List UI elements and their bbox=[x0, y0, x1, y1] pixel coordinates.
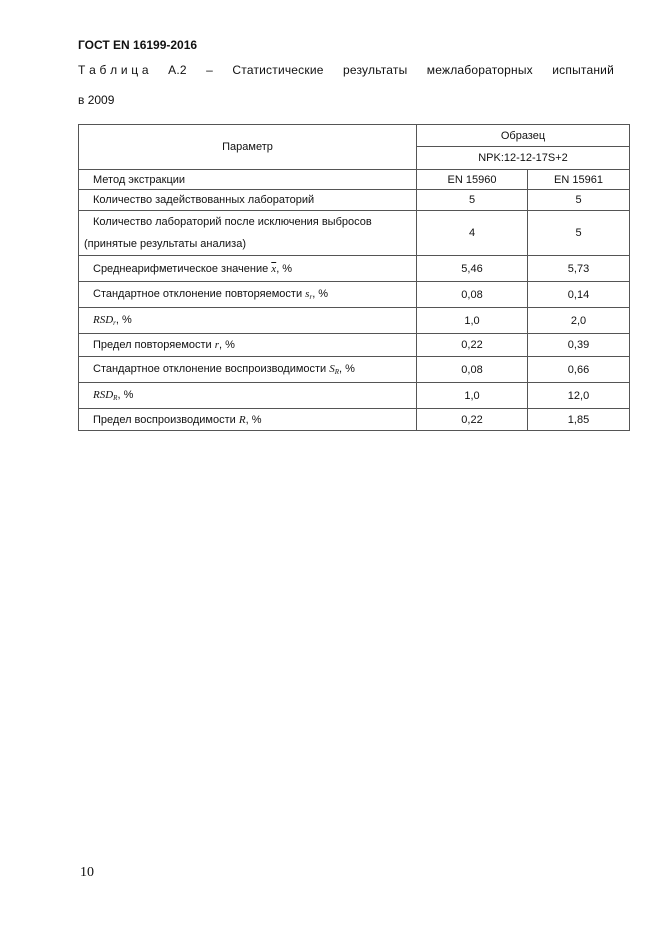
row-label-text: Предел повторяемости bbox=[93, 339, 212, 351]
document-header: ГОСТ EN 16199-2016 bbox=[78, 38, 198, 52]
row-label-unit: , % bbox=[219, 339, 235, 351]
cell-value: 5,46 bbox=[417, 256, 528, 282]
cell-value: 5 bbox=[528, 211, 630, 256]
math-subscript: r bbox=[113, 319, 116, 327]
table-row bbox=[79, 256, 630, 282]
caption-word: межлабораторных bbox=[426, 63, 533, 77]
table-row bbox=[79, 282, 630, 308]
row-label-text: Стандартное отклонение повторяемости bbox=[93, 288, 303, 300]
cell-value: EN 15961 bbox=[528, 170, 630, 190]
row-label-unit: , % bbox=[245, 413, 262, 426]
math-symbol: RSD bbox=[93, 389, 114, 401]
cell-value: 5,73 bbox=[528, 256, 630, 282]
cell-value: 0,39 bbox=[528, 334, 630, 357]
row-label bbox=[79, 282, 417, 308]
table-row bbox=[79, 170, 630, 190]
table-row bbox=[79, 190, 630, 211]
caption-word: А.2 bbox=[168, 63, 187, 77]
cell-value: 5 bbox=[417, 190, 528, 211]
table-caption bbox=[78, 63, 614, 77]
row-label bbox=[79, 357, 417, 383]
cell-value: 4 bbox=[417, 211, 528, 256]
cell-value: 1,85 bbox=[528, 409, 630, 431]
cell-value: 0,22 bbox=[417, 409, 528, 431]
cell-value: 1,0 bbox=[417, 308, 528, 334]
cell-value: 0,14 bbox=[528, 282, 630, 308]
row-label bbox=[79, 308, 417, 334]
caption-word: Т а б л и ц а bbox=[78, 63, 149, 77]
table-caption-continued: в 2009 bbox=[78, 93, 115, 107]
cell-value: 0,66 bbox=[528, 357, 630, 383]
table-row bbox=[79, 409, 630, 431]
cell-value: 0,08 bbox=[417, 357, 528, 383]
caption-word: испытаний bbox=[552, 63, 614, 77]
table-row bbox=[79, 211, 630, 256]
cell-value: EN 15960 bbox=[417, 170, 528, 190]
table-row bbox=[79, 334, 630, 357]
row-label-text: Стандартное отклонение воспроизводимости bbox=[93, 363, 327, 375]
cell-value: 2,0 bbox=[528, 308, 630, 334]
caption-word: результаты bbox=[343, 63, 408, 77]
row-label bbox=[79, 211, 417, 256]
caption-word: – bbox=[206, 63, 214, 77]
math-symbol: s bbox=[305, 288, 310, 300]
row-label: Количество задействованных лабораторий bbox=[79, 190, 417, 211]
math-subscript: R bbox=[113, 394, 118, 402]
header-parameter: Параметр bbox=[79, 125, 417, 170]
math-symbol: R bbox=[238, 413, 246, 426]
statistics-table bbox=[78, 124, 630, 431]
header-sample-name: NPK:12-12-17S+2 bbox=[417, 147, 630, 170]
table-row bbox=[79, 383, 630, 409]
row-label bbox=[79, 383, 417, 409]
row-label-line: (принятые результаты анализа) bbox=[84, 238, 246, 250]
row-label bbox=[79, 256, 417, 282]
cell-value: 5 bbox=[528, 190, 630, 211]
row-label-unit: , % bbox=[117, 389, 134, 401]
row-label-unit: , % bbox=[339, 363, 355, 375]
row-label-unit: , % bbox=[312, 288, 329, 300]
row-label-text: Среднеарифметическое значение bbox=[93, 262, 269, 275]
row-label-unit: , % bbox=[115, 314, 132, 326]
row-label-unit: , % bbox=[276, 262, 293, 275]
row-label-text: Предел воспроизводимости bbox=[93, 413, 236, 426]
table-row bbox=[79, 357, 630, 383]
header-sample: Образец bbox=[417, 125, 630, 147]
row-label bbox=[79, 409, 417, 431]
table-row bbox=[79, 308, 630, 334]
caption-word: Статистические bbox=[232, 63, 324, 77]
cell-value: 12,0 bbox=[528, 383, 630, 409]
cell-value: 0,22 bbox=[417, 334, 528, 357]
math-symbol: r bbox=[214, 339, 220, 351]
cell-value: 0,08 bbox=[417, 282, 528, 308]
math-symbol: RSD bbox=[93, 314, 114, 326]
row-label: Метод экстракции bbox=[79, 170, 417, 190]
cell-value: 1,0 bbox=[417, 383, 528, 409]
row-label bbox=[79, 334, 417, 357]
row-label-line: Количество лабораторий после исключения выбросов bbox=[93, 216, 372, 228]
math-subscript: r bbox=[309, 293, 313, 301]
math-subscript: R bbox=[334, 368, 340, 376]
page-number: 10 bbox=[80, 865, 94, 880]
math-symbol: S bbox=[329, 363, 335, 375]
math-symbol: $\overline{x}$ bbox=[271, 262, 277, 275]
